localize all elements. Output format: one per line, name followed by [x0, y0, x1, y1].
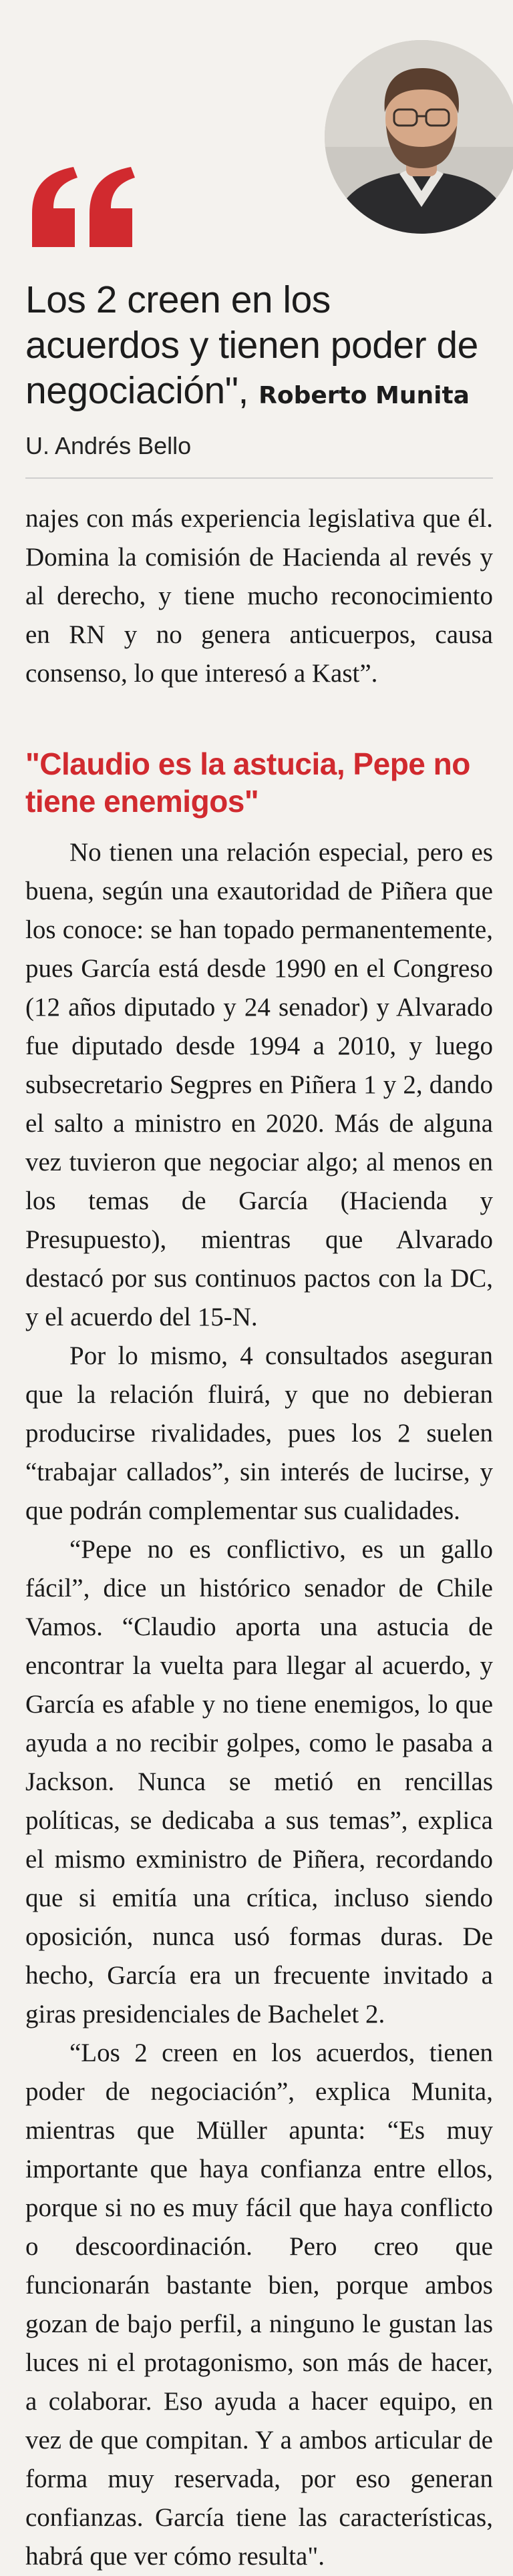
article-paragraph-intro: najes con más experiencia legislativa que él. Domina la comisión de Hacienda al revés y al derecho, y tiene mucho reconocimiento en RN y no genera anticuerpos, causa consenso, lo que interesó a Kast”. [25, 504, 493, 688]
author-portrait [325, 40, 513, 234]
quote-author: Roberto Munita [259, 382, 470, 409]
article-paragraph: “Pepe no es conflictivo, es un gallo fácil”, dice un histórico senador de Chile Vamos. “Claudio aporta una astucia de encontrar la vuelta para llegar al acuerdo, y García es afable y no tiene enemigos, lo que ayuda a no recibir golpes, como le pasaba a Jackson. Nunca se metió en rencillas políticas, se dedicaba a sus temas”, explica el mismo exministro de Piñera, recordando que si emitía una crítica, incluso siendo oposición, nunca usó formas duras. De hecho, García era un frecuente invitado a giras presidenciales de Bachelet 2. [25, 1535, 493, 2028]
quote-mark-icon [25, 167, 139, 247]
quote-affiliation: U. Andrés Bello [25, 432, 192, 459]
article-body [25, 499, 493, 2576]
pull-quote [25, 20, 493, 461]
pull-quote-text-block [25, 277, 493, 469]
article-paragraph: Por lo mismo, 4 consultados aseguran que la relación fluirá, y que no debieran producirse rivalidades, pues los 2 suelen “trabajar callados”, sin interés de lucirse, y que podrán complementar sus cualidades. [25, 1341, 493, 1525]
divider [25, 477, 493, 479]
pull-quote-text: Los 2 creen en los acuerdos y tienen poder de negociación", [25, 278, 478, 412]
article-paragraph: “Los 2 creen en los acuerdos, tienen poder de negociación”, explica Munita, mientras que Müller apunta: “Es muy importante que haya confianza entre ellos, porque si no es muy fácil que haya conflicto o descoordinación. Pero creo que funcionarán bastante bien, porque ambos gozan de bajo perfil, a ninguno le gustan las luces ni el protagonismo, son más de hacer, a colaborar. Eso ayuda a hacer equipo, en vez de que compitan. Y a ambos articular de forma muy reservada, por eso generan confianzas. García tiene las características, habrá que ver cómo resulta". [25, 2038, 493, 2571]
article-subheading: "Claudio es la astucia, Pepe no tiene enemigos" [25, 746, 470, 819]
article-paragraph: No tienen una relación especial, pero es buena, según una exautoridad de Piñera que los conoce: se han topado permanentemente, pues García está desde 1990 en el Congreso (12 años diputado y 24 senador) y Alvarado fue diputado desde 1994 a 2010, y luego subsecretario Segpres en Piñera 1 y 2, dando el salto a ministro en 2020. Más de alguna vez tuvieron que negociar algo; al menos en los temas de García (Hacienda y Presupuesto), mientras que Alvarado destacó por sus continuos pactos con la DC, y el acuerdo del 15-N. [25, 838, 493, 1331]
